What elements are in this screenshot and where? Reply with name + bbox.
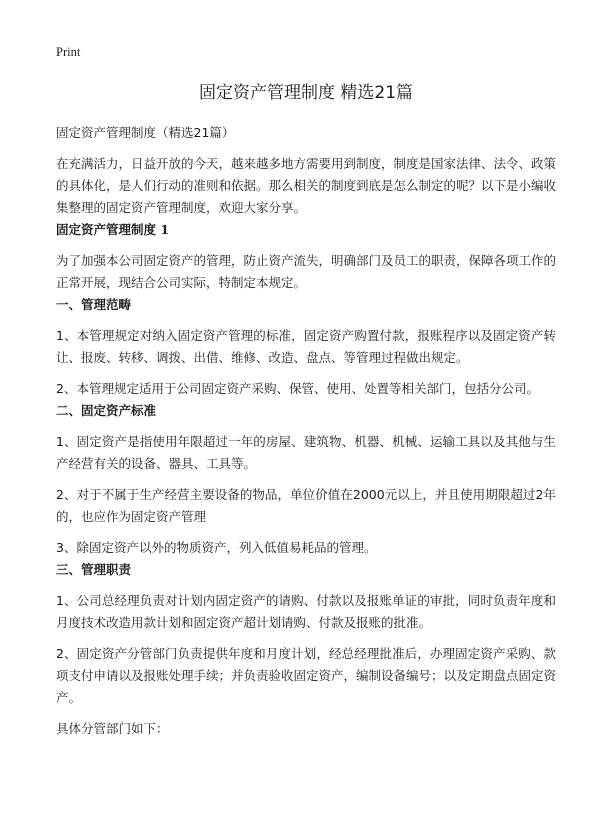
paragraph: 1、本管理规定对纳入固定资产管理的标准，固定资产购置付款，报账程序以及固定资产转让、报废、转移、调拨、出借、维修、改造、盘点、等管理过程做出规定。 — [56, 328, 556, 365]
paragraph: 2、本管理规定适用于公司固定资产采购、保管、使用、处置等相关部门，包括分公司。 — [56, 381, 539, 396]
paragraph: 1、固定资产是指使用年限超过一年的房屋、建筑物、机器、机械、运输工具以及其他与生产经营有关的设备、器具、工具等。 — [56, 434, 556, 471]
page-title: 固定资产管理制度 精选21篇 — [198, 83, 414, 103]
part-heading-scope: 一、管理范畴 — [56, 297, 132, 312]
paragraph: 2、对于不属于生产经营主要设备的物品，单位价值在2000元以上，并且使用期限超过2年的，也应作为固定资产管理 — [56, 487, 556, 524]
section-intro-paragraph: 为了加强本公司固定资产的管理，防止资产流失，明确部门及员工的职责，保障各项工作的正常开展，现结合公司实际，特制定本规定。 — [56, 253, 557, 290]
paragraph: 具体分管部门如下： — [56, 721, 169, 736]
paragraph: 3、除固定资产以外的物质资产，列入低值易耗品的管理。 — [56, 540, 377, 555]
document-subtitle: 固定资产管理制度（精选21篇） — [56, 125, 235, 140]
print-link[interactable]: Print — [56, 45, 81, 59]
part-heading-duties: 三、管理职责 — [56, 562, 132, 577]
paragraph: 2、固定资产分管部门负责提供年度和月度计划，经总经理批准后，办理固定资产采购、款项支付申请以及报账处理手续；并负责验收固定资产，编制设备编号；以及定期盘点固定资产。 — [56, 646, 557, 705]
document-body — [56, 122, 556, 740]
paragraph: 1、公司总经理负责对计划内固定资产的请购、付款以及报账单证的审批，同时负责年度和月度技术改造用款计划和固定资产超计划请购、付款及报账的批准。 — [56, 593, 556, 630]
section-heading: 固定资产管理制度 1 — [56, 222, 170, 237]
intro-paragraph: 在充满活力，日益开放的今天，越来越多地方需要用到制度，制度是国家法律、法令、政策的具体化，是人们行动的准则和依据。那么相关的制度到底是怎么制定的呢？以下是小编收集整理的固定资产管理制度，欢迎大家分享。 — [56, 156, 557, 215]
part-heading-standard: 二、固定资产标准 — [56, 403, 157, 418]
